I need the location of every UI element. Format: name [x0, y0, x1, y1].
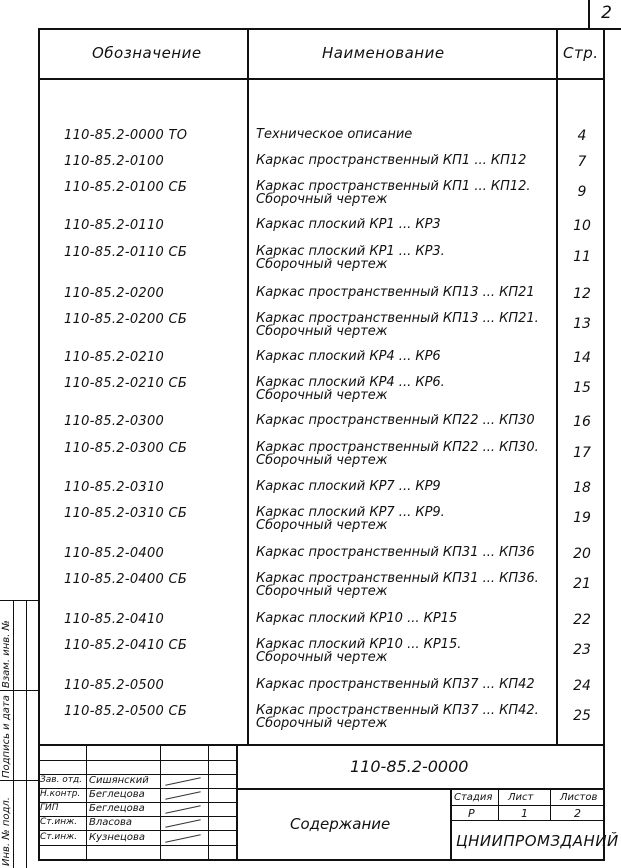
row-name [256, 286, 535, 299]
row-code: 110-85.2-0500 [64, 678, 165, 693]
row-name-line-1: Каркас плоский КР1 ... КР3. [256, 244, 445, 259]
row-code: 110-85.2-0310 СБ [64, 506, 188, 521]
row-code: 110-85.2-0400 СБ [64, 572, 188, 587]
row-page: 12 [573, 286, 591, 302]
row-name-line-1: Каркас плоский КР1 ... КР3 [256, 217, 441, 232]
row-code: 110-85.2-0100 [64, 154, 165, 169]
side-strip-line [0, 690, 38, 691]
row-name-line-1: Каркас плоский КР4 ... КР6. [256, 375, 445, 390]
row-page: 16 [573, 414, 591, 430]
row-name-line-1: Каркас пространственный КП13 ... КП21 [256, 285, 535, 300]
row-name [256, 218, 441, 231]
row-name-line-1: Каркас плоский КР7 ... КР9. [256, 505, 445, 520]
staff-grid-col [208, 744, 209, 861]
title-block-left-divider [236, 744, 238, 861]
row-code: 110-85.2-0000 ТО [64, 128, 188, 143]
row-page: 13 [573, 316, 591, 332]
row-name [256, 572, 539, 598]
row-name [256, 546, 535, 559]
side-strip-line [0, 780, 38, 781]
row-name-line-1: Каркас плоский КР4 ... КР6 [256, 349, 441, 364]
row-name [256, 704, 539, 730]
row-name-line-1: Каркас пространственный КП13 ... КП21. [256, 311, 539, 326]
stage-col-line-1 [498, 788, 499, 820]
row-name-line-2: Сборочный чертеж [256, 257, 388, 272]
row-page: 14 [573, 350, 591, 366]
side-stamp-inventory: Инв. № подл. [1, 797, 12, 866]
row-name [256, 612, 457, 625]
row-name [256, 350, 441, 363]
row-page: 4 [577, 128, 587, 144]
row-code: 110-85.2-0400 [64, 546, 165, 561]
staff-role: Зав. отд. [40, 775, 83, 785]
title-block-stage-divider [450, 788, 452, 861]
side-stamp-strip [0, 600, 38, 868]
row-name-line-2: Сборочный чертеж [256, 324, 388, 339]
sheets-value: 2 [574, 807, 581, 820]
organization: ЦНИИПРОМЗДАНИЙ [456, 832, 619, 850]
row-name [256, 414, 535, 427]
row-code: 110-85.2-0200 СБ [64, 312, 188, 327]
stage-value: Р [468, 807, 475, 820]
row-code: 110-85.2-0410 СБ [64, 638, 188, 653]
row-name-line-1: Каркас пространственный КП37 ... КП42. [256, 703, 539, 718]
row-name-line-2: Сборочный чертеж [256, 453, 388, 468]
row-name-line-1: Каркас пространственный КП37 ... КП42 [256, 677, 535, 692]
title-block-top [38, 744, 605, 746]
staff-name: Кузнецова [89, 832, 145, 843]
sheet-number: 2 [601, 3, 612, 23]
row-name-line-1: Каркас плоский КР10 ... КР15 [256, 611, 458, 626]
row-page: 24 [573, 678, 591, 694]
row-code: 110-85.2-0300 СБ [64, 441, 188, 456]
document-title: Содержание [290, 815, 391, 833]
row-name [256, 180, 531, 206]
row-page: 18 [573, 480, 591, 496]
row-name-line-2: Сборочный чертеж [256, 518, 388, 533]
sheets-label: Листов [560, 792, 598, 803]
header-page: Стр. [563, 44, 599, 62]
row-code: 110-85.2-0310 [64, 480, 165, 495]
side-strip-col [26, 600, 27, 868]
stage-label: Стадия [454, 792, 493, 803]
row-name-line-2: Сборочный чертеж [256, 650, 388, 665]
row-name [256, 480, 441, 493]
row-name-line-2: Сборочный чертеж [256, 388, 388, 403]
column-divider-2 [556, 28, 558, 744]
row-page: 7 [577, 154, 587, 170]
row-page: 10 [573, 218, 591, 234]
row-code: 110-85.2-0200 [64, 286, 165, 301]
staff-name: Власова [89, 817, 133, 828]
row-code: 110-85.2-0210 СБ [64, 376, 188, 391]
row-page: 11 [573, 249, 591, 265]
row-page: 22 [573, 612, 591, 628]
staff-name: Беглецова [89, 789, 145, 800]
staff-grid-line [38, 830, 236, 831]
staff-role: Н.контр. [40, 789, 81, 799]
sheet-number-box [588, 0, 621, 30]
row-page: 23 [573, 642, 591, 658]
row-name-line-1: Каркас пространственный КП31 ... КП36 [256, 545, 535, 560]
staff-name: Беглецова [89, 803, 145, 814]
header-name: Наименование [322, 44, 445, 62]
row-code: 110-85.2-0110 [64, 218, 165, 233]
row-page: 25 [573, 708, 591, 724]
row-name-line-1: Каркас пространственный КП1 ... КП12. [256, 179, 531, 194]
row-page: 9 [577, 184, 587, 200]
row-name-line-1: Каркас плоский КР10 ... КР15. [256, 637, 462, 652]
row-name-line-2: Сборочный чертеж [256, 584, 388, 599]
row-name-line-1: Каркас пространственный КП22 ... КП30. [256, 440, 539, 455]
row-name [256, 441, 539, 467]
document-code: 110-85.2-0000 [350, 757, 469, 776]
row-code: 110-85.2-0110 СБ [64, 245, 188, 260]
staff-role: Ст.инж. [40, 817, 78, 827]
row-page: 15 [573, 380, 591, 396]
row-code: 110-85.2-0300 [64, 414, 165, 429]
staff-name: Сишянский [89, 775, 149, 786]
row-name [256, 678, 535, 691]
stage-row-line-1 [450, 805, 605, 806]
side-strip-line [0, 600, 38, 601]
header-designation: Обозначение [92, 44, 202, 62]
row-name [256, 376, 445, 402]
header-divider [38, 78, 605, 80]
side-stamp-replace: Взам. инв. № [1, 620, 12, 688]
row-page: 20 [573, 546, 591, 562]
stage-col-line-2 [550, 788, 551, 820]
row-name [256, 638, 461, 664]
row-name [256, 128, 412, 141]
row-name-line-1: Каркас пространственный КП1 ... КП12 [256, 153, 527, 168]
row-name-line-1: Каркас пространственный КП31 ... КП36. [256, 571, 539, 586]
side-strip-col [13, 600, 14, 868]
row-code: 110-85.2-0210 [64, 350, 165, 365]
row-name [256, 245, 445, 271]
row-name-line-2: Сборочный чертеж [256, 192, 388, 207]
staff-role: Ст.инж. [40, 832, 78, 842]
row-name [256, 154, 526, 167]
row-name-line-2: Сборочный чертеж [256, 716, 388, 731]
row-name-line-1: Каркас плоский КР7 ... КР9 [256, 479, 441, 494]
column-divider-1 [247, 28, 249, 744]
row-name [256, 506, 445, 532]
stage-row-line-2 [450, 820, 605, 821]
row-name [256, 312, 539, 338]
row-code: 110-85.2-0410 [64, 612, 165, 627]
staff-grid-line [38, 845, 236, 846]
row-page: 17 [573, 445, 591, 461]
staff-grid-col [160, 744, 161, 861]
side-stamp-signature: Подпись и дата [1, 695, 12, 778]
row-code: 110-85.2-0500 СБ [64, 704, 188, 719]
row-name-line-1: Техническое описание [256, 127, 413, 142]
sheet-label: Лист [508, 792, 534, 803]
row-code: 110-85.2-0100 СБ [64, 180, 188, 195]
row-page: 19 [573, 510, 591, 526]
staff-grid-line [38, 760, 236, 761]
staff-grid-col [86, 744, 87, 861]
row-name-line-1: Каркас пространственный КП22 ... КП30 [256, 413, 535, 428]
row-page: 21 [573, 576, 591, 592]
sheet-value: 1 [521, 807, 528, 820]
staff-role: ГИП [40, 803, 59, 813]
